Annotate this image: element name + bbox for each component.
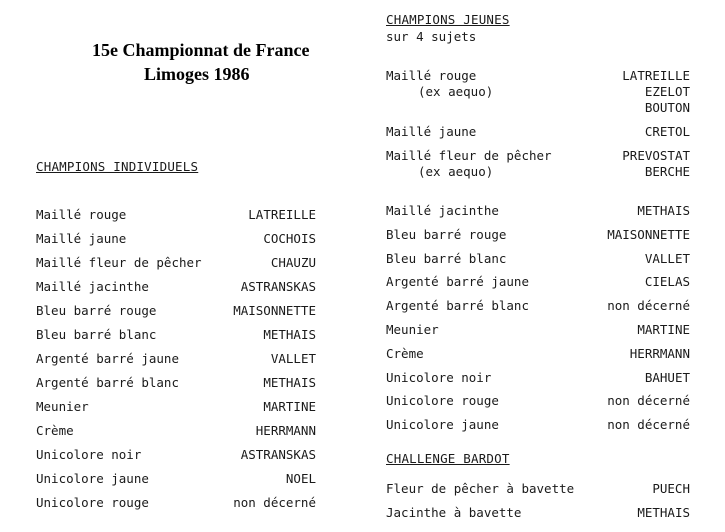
- jeunes-row-maille-jaune: [386, 124, 690, 139]
- list-item: [36, 327, 316, 342]
- jeunes-row-maille-fleur: [386, 148, 690, 180]
- list-item: [386, 417, 690, 432]
- row-name: Maillé rouge: [36, 207, 127, 222]
- bardot-title: CHALLENGE BARDOT: [386, 451, 510, 466]
- row-winner: COCHOIS: [263, 231, 316, 246]
- row-name: Maillé rouge: [386, 68, 477, 83]
- list-item: [36, 423, 316, 438]
- row-name: Crème: [36, 423, 74, 438]
- row-name: Meunier: [386, 322, 439, 337]
- row-winner: CRETOL: [644, 124, 690, 139]
- row-name: Bleu barré blanc: [386, 250, 507, 266]
- list-item: [36, 375, 316, 390]
- row-winner: MARTINE: [637, 322, 690, 337]
- row-winner: HERRMANN: [629, 345, 690, 361]
- list-item: [36, 351, 316, 366]
- row-winner: BERCHE: [644, 164, 690, 179]
- row-winner: METHAIS: [637, 505, 690, 520]
- row-winner: MAISONNETTE: [233, 303, 316, 318]
- row-name: Bleu barré rouge: [36, 303, 157, 318]
- individuels-title: CHAMPIONS INDIVIDUELS: [36, 159, 199, 174]
- row-name: Argenté barré jaune: [386, 274, 529, 290]
- list-item: [386, 505, 690, 520]
- row-winner: METHAIS: [263, 327, 316, 342]
- row-winner: PUECH: [652, 481, 690, 496]
- row-winner: VALLET: [270, 351, 316, 366]
- row-winner: non décerné: [233, 495, 316, 510]
- row-name: Unicolore jaune: [36, 471, 149, 486]
- row-winner: EZELOT: [644, 84, 690, 99]
- row-name: Maillé jacinthe: [386, 203, 499, 218]
- row-note: (ex aequo): [418, 84, 494, 99]
- row-winner: PREVOSTAT: [622, 148, 690, 163]
- row-name: Maillé fleur de pêcher: [36, 255, 202, 270]
- row-winner: LATREILLE: [622, 68, 690, 83]
- row-name: Bleu barré rouge: [386, 226, 507, 242]
- list-item: [36, 447, 316, 462]
- list-item: [386, 227, 690, 242]
- row-winner: non décerné: [607, 417, 690, 433]
- row-name: Maillé jaune: [386, 124, 477, 139]
- row-name: Argenté barré blanc: [386, 298, 529, 314]
- row-winner: HERRMANN: [255, 423, 316, 438]
- row-name: Fleur de pêcher à bavette: [386, 481, 575, 496]
- list-item: [36, 495, 316, 510]
- row-winner: CIELAS: [644, 274, 690, 290]
- list-item: [36, 279, 316, 294]
- row-name: Meunier: [36, 399, 89, 414]
- row-name: Unicolore rouge: [36, 495, 149, 510]
- row-winner: BAHUET: [644, 369, 690, 385]
- row-name: Unicolore noir: [386, 369, 492, 385]
- jeunes-row-maille-rouge: [386, 68, 690, 116]
- list-item: [36, 399, 316, 414]
- list-item: [36, 303, 316, 318]
- row-name: Unicolore jaune: [386, 417, 499, 433]
- row-winner: non décerné: [607, 298, 690, 314]
- list-item: [36, 471, 316, 486]
- row-name: Jacinthe à bavette: [386, 505, 522, 520]
- row-name: Crème: [386, 345, 424, 361]
- row-winner: BOUTON: [644, 100, 690, 115]
- row-name: Unicolore rouge: [386, 393, 499, 409]
- row-winner: MARTINE: [263, 399, 316, 414]
- row-winner: non décerné: [607, 393, 690, 409]
- list-item: [386, 481, 690, 496]
- list-item: [36, 207, 316, 222]
- row-winner: METHAIS: [263, 375, 316, 390]
- row-winner: ASTRANSKAS: [240, 447, 316, 462]
- row-winner: MAISONNETTE: [607, 226, 690, 242]
- row-name: Maillé jacinthe: [36, 279, 149, 294]
- list-item: [36, 231, 316, 246]
- list-item: [386, 298, 690, 313]
- header-subtitle: Limoges 1986: [144, 64, 250, 84]
- list-item: [386, 346, 690, 361]
- row-name: Unicolore noir: [36, 447, 142, 462]
- row-winner: METHAIS: [637, 203, 690, 218]
- row-winner: CHAUZU: [270, 255, 316, 270]
- document-header: [92, 38, 310, 86]
- list-item: [386, 370, 690, 385]
- row-name: Bleu barré blanc: [36, 327, 157, 342]
- row-name: Maillé jaune: [36, 231, 127, 246]
- header-title: 15e Championnat de France: [92, 40, 310, 60]
- row-name: Argenté barré blanc: [36, 375, 179, 390]
- jeunes-title: CHAMPIONS JEUNES: [386, 12, 510, 27]
- jeunes-subtitle: sur 4 sujets: [386, 29, 477, 44]
- row-winner: VALLET: [644, 250, 690, 266]
- row-name: Argenté barré jaune: [36, 351, 179, 366]
- row-winner: NOEL: [285, 471, 316, 486]
- row-winner: ASTRANSKAS: [240, 279, 316, 294]
- list-item: [386, 393, 690, 408]
- list-item: [386, 322, 690, 337]
- row-name: Maillé fleur de pêcher: [386, 148, 552, 163]
- list-item: [386, 251, 690, 266]
- list-item: [36, 255, 316, 270]
- list-item: [386, 203, 690, 218]
- list-item: [386, 274, 690, 289]
- row-note: (ex aequo): [418, 164, 494, 179]
- row-winner: LATREILLE: [248, 207, 316, 222]
